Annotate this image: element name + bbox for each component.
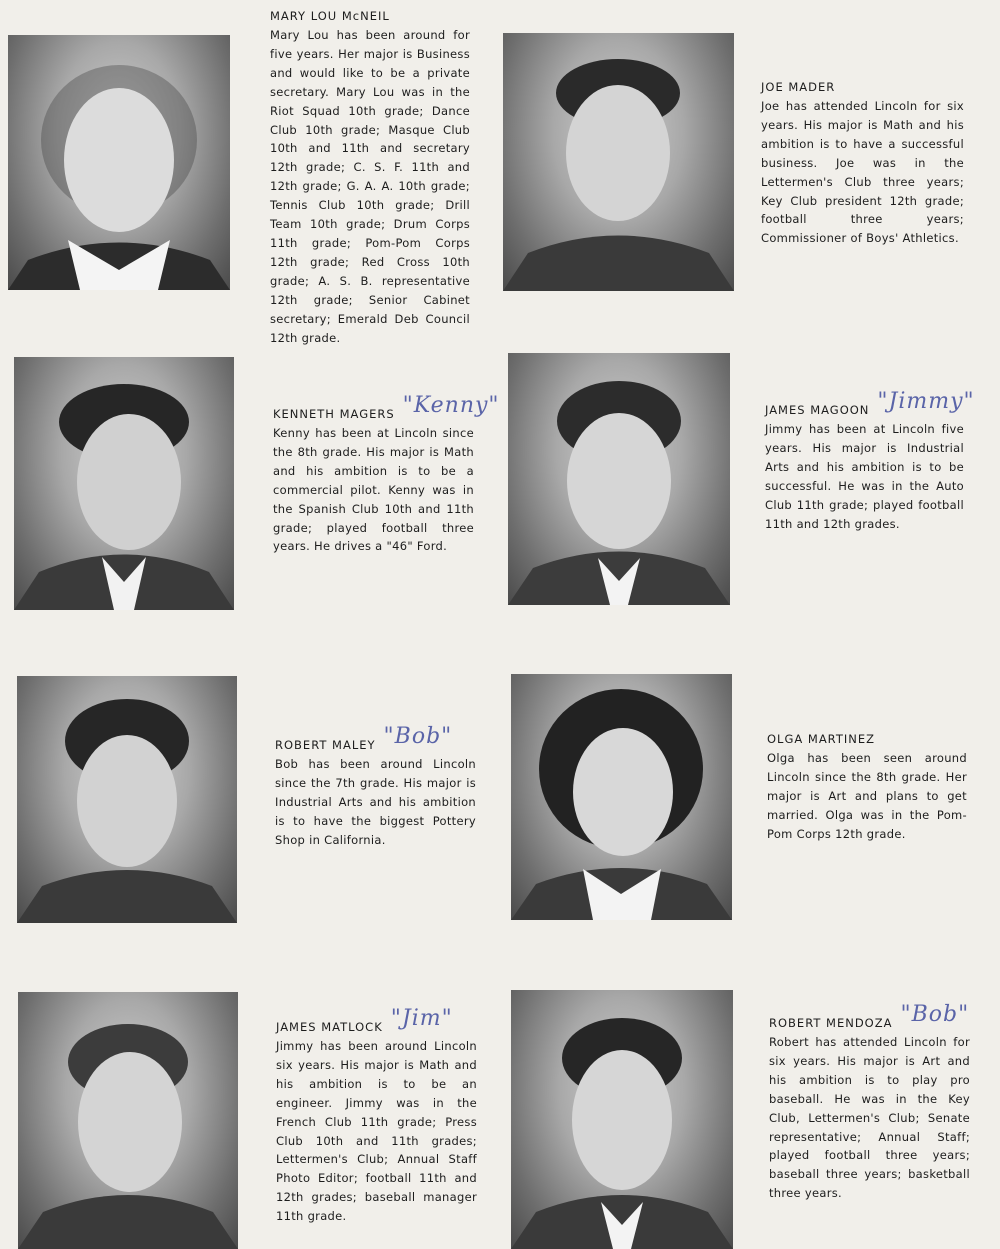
student-bio-text: Olga has been seen around Lincoln since the 8th grade. Her major is Art and plans to get married. Olga was in the Pom-Pom Corps 12th grade. [767, 751, 967, 841]
student-bio-joe-mader [761, 77, 964, 248]
student-photo-robert-mendoza [511, 990, 733, 1249]
student-name: ROBERT MENDOZA "Bob" [769, 1002, 970, 1030]
student-photo-james-matlock [18, 992, 238, 1249]
student-photo-mary-lou-mcneil [8, 35, 230, 290]
student-name: JOE MADER [761, 80, 836, 94]
student-bio-text: Kenny has been at Lincoln since the 8th grade. His major is Math and his ambition is to be a commercial pilot. Kenny was in the Spanish Club 10th and 11th grade; played football three years. He drives a "46" Ford. [273, 426, 474, 554]
student-bio-text: Robert has attended Lincoln for six years. His major is Art and his ambition is to play pro baseball. He was in the Key Club, Lettermen's Club; Senate representative; Annual Staff; played football three years; baseball three years; basketball three years. [769, 1035, 970, 1201]
student-name: ROBERT MALEY "Bob" [275, 724, 453, 752]
student-photo-olga-martinez [511, 674, 732, 920]
student-bio-text: Jimmy has been at Lincoln five years. His major is Industrial Arts and his ambition is to be successful. He was in the Auto Club 11th grade; played football 11th and 12th grades. [765, 422, 964, 531]
handwritten-nickname: "Kenny" [402, 393, 500, 418]
student-bio-kenneth-magers [273, 393, 500, 556]
student-photo-joe-mader [503, 33, 734, 291]
student-photo-kenneth-magers [14, 357, 234, 610]
student-name: JAMES MAGOON "Jimmy" [765, 389, 975, 417]
student-bio-text: Jimmy has been around Lincoln six years. His major is Math and his ambition is to be an engineer. Jimmy was in the French Club 11th grade; Press Club 10th and 11th grades; Lettermen's Club; Annual Staff Photo Editor; football 11th and 12th grades; baseball manager 11th grade. [276, 1039, 477, 1224]
student-photo-robert-maley [17, 676, 237, 923]
student-bio-olga-martinez [767, 729, 967, 844]
handwritten-nickname: "Bob" [383, 724, 453, 749]
student-bio-text: Joe has attended Lincoln for six years. His major is Math and his ambition is to have a successful business. Joe was in the Lettermen's Club three years; Key Club president 12th grade; football three years; Commissioner of Boys' Athletics. [761, 99, 964, 246]
handwritten-nickname: "Jimmy" [877, 389, 975, 414]
student-name: KENNETH MAGERS "Kenny" [273, 393, 500, 421]
student-name: JAMES MATLOCK "Jim" [276, 1006, 453, 1034]
student-bio-mary-lou-mcneil [270, 6, 470, 347]
handwritten-nickname: "Bob" [900, 1002, 970, 1027]
student-photo-james-magoon [508, 353, 730, 605]
student-bio-text: Mary Lou has been around for five years. Her major is Business and would like to be a private secretary. Mary Lou was in the Riot Squad 10th grade; Dance Club 10th grade; Masque Club 10th and 11th and secretary 12th grade; C. S. F. 11th and 12th grade; G. A. A. 10th grade; Tennis Club 10th grade; Drill Team 10th grade; Drum Corps 11th grade; Pom-Pom Corps 12th grade; Red Cross 10th grade; A. S. B. representative 12th grade; Senior Cabinet secretary; Emerald Deb Council 12th grade. [270, 28, 470, 345]
handwritten-nickname: "Jim" [390, 1006, 453, 1031]
student-bio-james-magoon [765, 389, 975, 533]
student-bio-robert-maley [275, 724, 476, 850]
student-name: MARY LOU McNEIL [270, 9, 390, 23]
student-bio-james-matlock [276, 1006, 477, 1226]
student-bio-robert-mendoza [769, 1002, 970, 1203]
student-name: OLGA MARTINEZ [767, 732, 875, 746]
student-bio-text: Bob has been around Lincoln since the 7th grade. His major is Industrial Arts and his ambition is to have the biggest Pottery Shop in California. [275, 757, 476, 847]
